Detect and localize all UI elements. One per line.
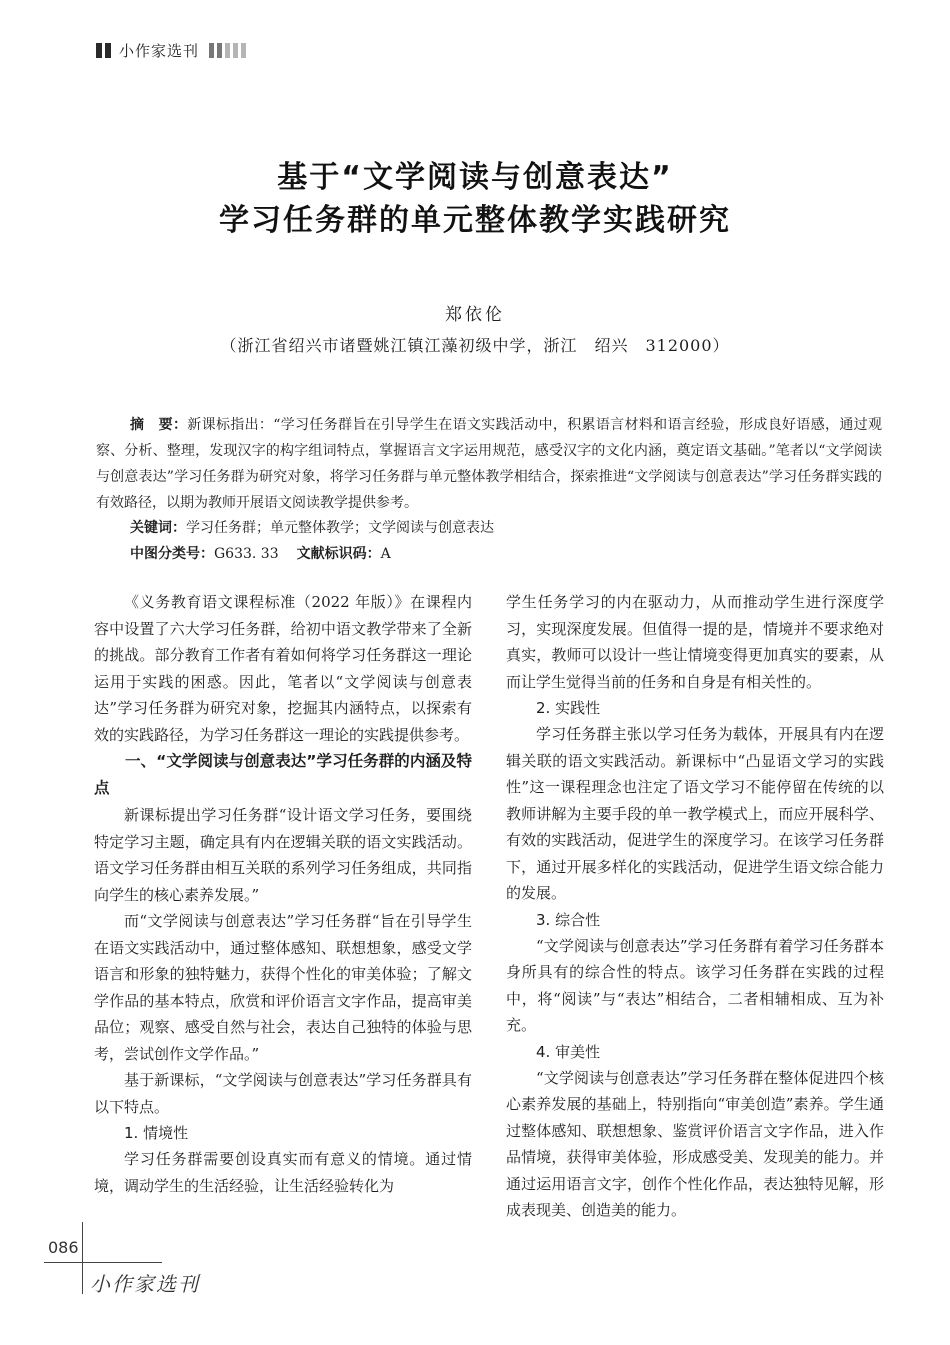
footer-vertical-rule <box>82 1222 83 1294</box>
classification <box>130 541 391 567</box>
left-column <box>94 589 472 1199</box>
subsection-heading: 1. 情境性 <box>124 1124 189 1142</box>
paragraph: 基于新课标，“文学阅读与创意表达”学习任务群具有以下特点。 <box>94 1071 472 1116</box>
section-heading: 一、“文学阅读与创意表达”学习任务群的内涵及特点 <box>94 752 472 797</box>
author-affiliation: （浙江省绍兴市诸暨姚江镇江藻初级中学，浙江 绍兴 312000） <box>220 336 730 355</box>
abstract-text: 新课标指出：“学习任务群旨在引导学生在语文实践活动中，积累语言材料和语言经验，形成良好语感，通过观察、分析、整理，发现汉字的构字组词特点，掌握语言文字运用规范，感受汉字的文化内涵，奠定语文基础。”笔者以“文学阅读与创意表达”学习任务群为研究对象，将学习任务群与单元整体教学相结合，探索推进“文学阅读与创意表达”学习任务群实践的有效路径，以期为教师开展语文阅读教学提供参考。 <box>96 417 882 511</box>
header-stripes-decoration <box>209 43 246 58</box>
paragraph: 学习任务群需要创设真实而有意义的情境。通过情境，调动学生的生活经验，让生活经验转化为 <box>94 1150 472 1195</box>
keywords-label: 关键词： <box>130 520 186 536</box>
paragraph: 《义务教育语文课程标准（2022 年版）》在课程内容中设置了六大学习任务群，给初中语文教学带来了全新的挑战。部分教育工作者有着如何将学习任务群这一理论运用于实践的困惑。因此，笔者以“文学阅读与创意表达”学习任务群为研究对象，挖掘其内涵特点，以探索有效的实践路径，为学习任务群这一理论的实践提供参考。 <box>94 593 472 744</box>
paragraph: 新课标提出学习任务群“设计语文学习任务，要围绕特定学习主题，确定具有内在逻辑关联的语文实践活动。语文学习任务群由相互关联的系列学习任务组成，共同指向学生的核心素养发展。” <box>94 806 472 904</box>
journal-name: 小作家选刊 <box>119 41 200 60</box>
paragraph: 而“文学阅读与创意表达”学习任务群“旨在引导学生在语文实践活动中，通过整体感知、联想想象，感受文学语言和形象的独特魅力，获得个性化的审美体验；了解文学作品的基本特点，欣赏和评价语言文字作品，提高审美品位；观察、感受自然与社会，表达自己独特的体验与思考，尝试创作文学作品。” <box>94 912 472 1063</box>
header-bars-decoration <box>96 43 111 58</box>
subsection-heading: 4. 审美性 <box>536 1042 601 1061</box>
doc-code-value: A <box>380 546 391 562</box>
paragraph: 学生任务学习的内在驱动力，从而推动学生进行深度学习，实现深度发展。但值得一提的是，情境并不要求绝对真实，教师可以设计一些让情境变得更加真实的要素，从而让学生觉得当前的任务和自身是有相关性的。 <box>506 593 884 691</box>
paragraph: “文学阅读与创意表达”学习任务群有着学习任务群本身所具有的综合性的特点。该学习任务群在实践的过程中，将“阅读”与“表达”相结合，二者相辅相成、互为补充。 <box>506 936 884 1034</box>
paragraph: “文学阅读与创意表达”学习任务群在整体促进四个核心素养发展的基础上，特别指向“审美创造”素养。学生通过整体感知、联想想象、鉴赏评价语言文字作品，进入作品情境，获得审美体验，形成感受美、发现美的能力。并通过运用语言文字，创作个性化作品，表达独特见解，形成表现美、创造美的能力。 <box>506 1068 884 1219</box>
abstract-label: 摘 要： <box>130 417 188 433</box>
article-title-line-1: 基于“文学阅读与创意表达” <box>277 160 673 195</box>
paragraph: 学习任务群主张以学习任务为载体，开展具有内在逻辑关联的语文实践活动。新课标中“凸显语文学习的实践性”这一课程理念也注定了语文学习不能停留在传统的以教师讲解为主要手段的单一教学模式上，而应开展科学、有效的实践活动，促进学生的深度学习。在该学习任务群下，通过开展多样化的实践活动，促进学生语文综合能力的发展。 <box>506 725 884 902</box>
author-name: 郑依伦 <box>445 305 505 325</box>
journal-logo: 小作家选刊 <box>90 1272 200 1296</box>
keywords <box>130 515 494 541</box>
abstract <box>96 412 882 516</box>
clc-value: G633. 33 <box>214 546 279 562</box>
footer-rule <box>44 1262 162 1263</box>
clc-label: 中图分类号： <box>130 546 214 562</box>
subsection-heading: 2. 实践性 <box>536 699 601 717</box>
doc-code-label: 文献标识码： <box>296 546 381 562</box>
right-column <box>506 589 884 1224</box>
keywords-text: 学习任务群；单元整体教学；文学阅读与创意表达 <box>186 520 494 536</box>
article-title-line-2: 学习任务群的单元整体教学实践研究 <box>219 203 731 238</box>
subsection-heading: 3. 综合性 <box>536 910 601 929</box>
page-number: 086 <box>48 1238 79 1257</box>
running-header <box>96 38 246 62</box>
